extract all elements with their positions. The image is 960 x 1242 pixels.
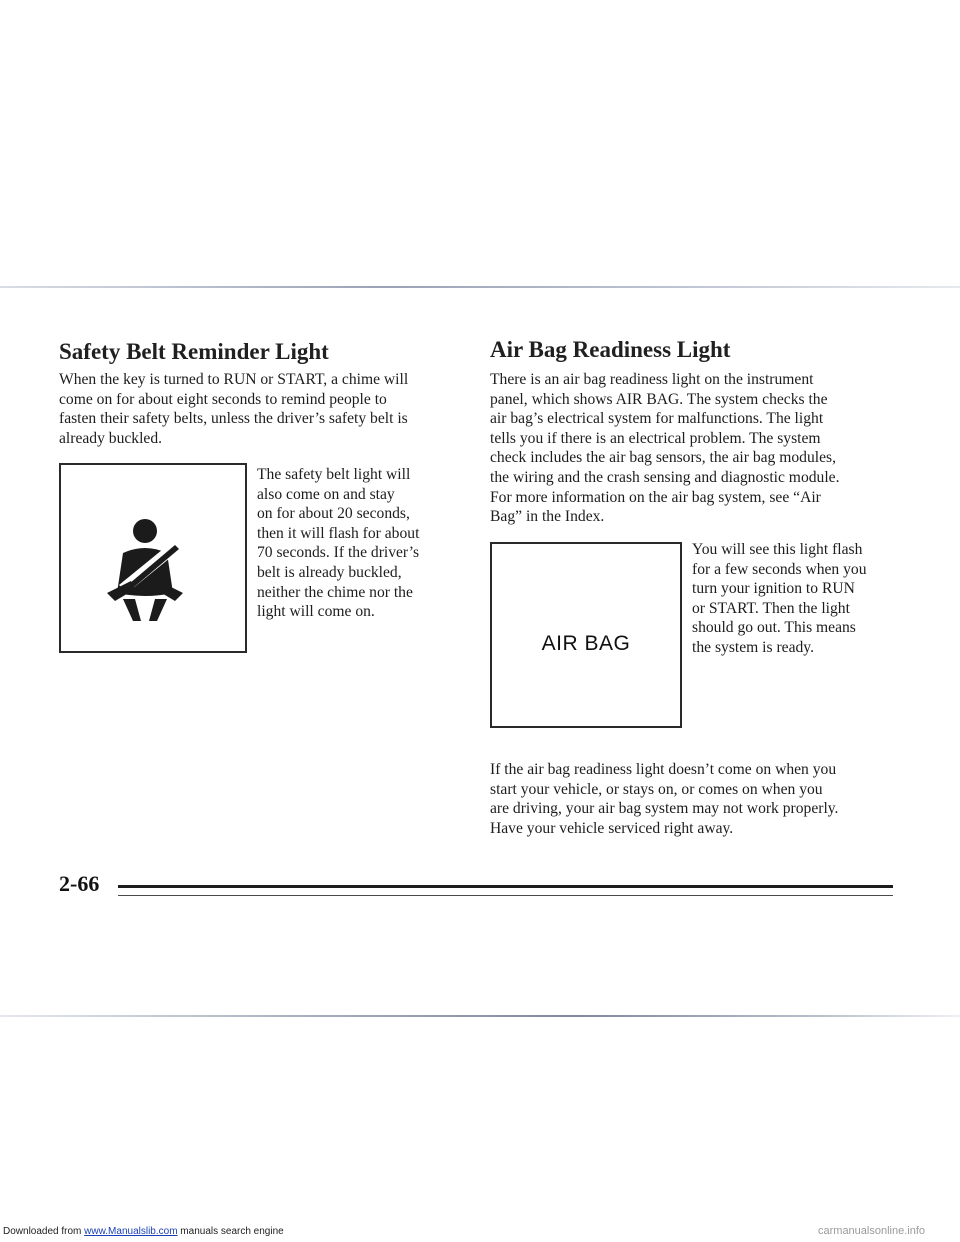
side-line: then it will flash for about (257, 524, 420, 542)
download-footer (3, 1226, 284, 1237)
side-line: on for about 20 seconds, (257, 505, 410, 523)
intro-line: the wiring and the crash sensing and diagnostic module. (490, 468, 840, 486)
footer-suffix: manuals search engine (177, 1226, 284, 1237)
side-line: light will come on. (257, 603, 375, 621)
air-bag-side-text (692, 540, 922, 658)
safety-belt-indicator-box (59, 463, 247, 653)
side-line: should go out. This means (692, 619, 856, 637)
page-number-rule-thick (118, 885, 893, 888)
side-line: also come on and stay (257, 485, 395, 503)
intro-line: already buckled. (59, 429, 163, 447)
top-divider (0, 286, 960, 288)
intro-line: tells you if there is an electrical problem. The system (490, 429, 821, 447)
side-line: for a few seconds when you (692, 560, 867, 578)
air-bag-indicator-box (490, 542, 682, 728)
intro-line: When the key is turned to RUN or START, a chime will (59, 371, 409, 388)
side-line: neither the chime nor the (257, 583, 413, 601)
side-line: turn your ignition to RUN (692, 580, 855, 598)
air-bag-closing-text (490, 760, 920, 838)
side-line: or START. Then the light (692, 599, 850, 617)
intro-line: There is an air bag readiness light on the instrument (490, 371, 814, 388)
closing-line: are driving, your air bag system may not work properly. (490, 800, 839, 818)
page-number-rule-thin (118, 895, 893, 896)
intro-line: For more information on the air bag system, see “Air (490, 488, 821, 506)
safety-belt-heading: Safety Belt Reminder Light (59, 339, 329, 364)
manualslib-link[interactable]: www.Manualslib.com (84, 1226, 178, 1237)
air-bag-intro (490, 370, 920, 527)
page-number: 2-66 (59, 871, 100, 896)
closing-line: If the air bag readiness light doesn’t come on when you (490, 761, 837, 778)
side-line: You will see this light flash (692, 541, 863, 558)
intro-line: come on for about eight seconds to remind people to (59, 390, 387, 408)
intro-line: Bag” in the Index. (490, 508, 605, 526)
safety-belt-intro (59, 370, 459, 448)
intro-line: air bag’s electrical system for malfunctions. The light (490, 410, 824, 428)
side-line: The safety belt light will (257, 466, 411, 483)
safety-belt-side-text (257, 465, 462, 622)
air-bag-heading: Air Bag Readiness Light (490, 337, 731, 362)
intro-line: panel, which shows AIR BAG. The system checks the (490, 390, 828, 408)
footer-prefix: Downloaded from (3, 1226, 85, 1237)
watermark: carmanualsonline.info (818, 1225, 926, 1237)
closing-line: start your vehicle, or stays on, or comes on when you (490, 780, 823, 798)
air-bag-indicator-label: AIR BAG (541, 632, 631, 655)
side-line: the system is ready. (692, 638, 814, 656)
side-line: belt is already buckled, (257, 563, 402, 581)
safety-belt-icon (61, 465, 245, 651)
closing-line: Have your vehicle serviced right away. (490, 819, 734, 837)
intro-line: fasten their safety belts, unless the driver’s safety belt is (59, 410, 408, 428)
bottom-divider (0, 1015, 960, 1017)
side-line: 70 seconds. If the driver’s (257, 544, 420, 562)
intro-line: check includes the air bag sensors, the air bag modules, (490, 449, 836, 467)
